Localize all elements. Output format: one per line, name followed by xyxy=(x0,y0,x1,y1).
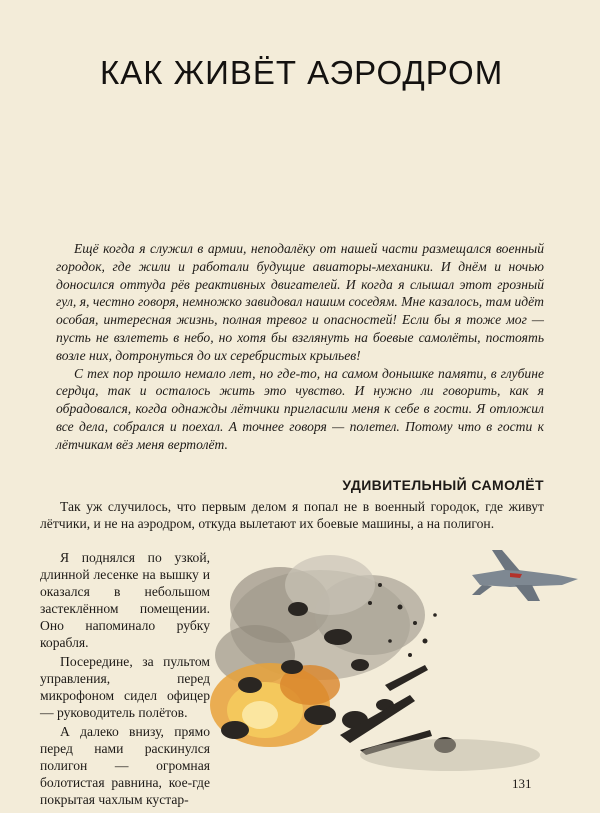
intro-paragraph-2: С тех пор прошло немало лет, но где-то, на самом донышке памяти, в глубине сердца, так и осталось жить это чувство. И нужно ли говорить, как я обрадовался, когда однажды лётчики пригласили меня к себе в гости. Я отложил все дела, собрался и поехал. А точнее говоря — полетел. Потому что в гости к лётчикам вёз меня вертолёт. xyxy=(56,365,544,452)
column-paragraph-1: Я поднялся по узкой, длинной лесенке на вышку и оказался в небольшом застеклённом помещении. Оно напоминало рубку корабля. xyxy=(40,550,210,650)
page-number: 131 xyxy=(512,776,532,791)
chapter-title: КАК ЖИВЁТ АЭРОДРОМ xyxy=(100,54,504,91)
smoke-cloud xyxy=(215,555,425,685)
section-title: УДИВИТЕЛЬНЫЙ САМОЛЁТ xyxy=(342,477,544,493)
column-paragraph-2: Посередине, за пультом управления, перед микрофоном сидел офицер — руководитель полётов. xyxy=(40,654,210,720)
text-column xyxy=(40,549,210,810)
jet-aircraft xyxy=(472,550,578,601)
column-paragraph-3: А далеко внизу, прямо перед нами раскинулся полигон — огромная болотистая равнина, кое-где покрытая чахлым кустар- xyxy=(40,724,210,807)
ground-smoke xyxy=(360,739,540,771)
intro-paragraph-1: Ещё когда я служил в армии, неподалёку от нашей части размещался военный городок, где жили и работали будущие авиаторы-механики. И днём и ночью доносился оттуда рёв реактивных двигателей. И когда я слышал этот грозный гул, я, честно говоря, немножко завидовал нашим соседям. Мне казалось, там идёт особая, интересная жизнь, полная тревог и опасностей! Если бы я тоже мог — пусть не взлететь в небо, но хотя бы взглянуть на боевые самолёты, постоять возле них, дотронуться до их серебристых крыльев! xyxy=(56,241,544,363)
lead-paragraph: Так уж случилось, что первым делом я попал не в военный городок, где живут лётчики, и не на аэродром, откуда вылетают их боевые машины, а на полигон. xyxy=(40,499,544,531)
explosion-illustration xyxy=(210,545,600,775)
intro-text xyxy=(56,240,544,454)
